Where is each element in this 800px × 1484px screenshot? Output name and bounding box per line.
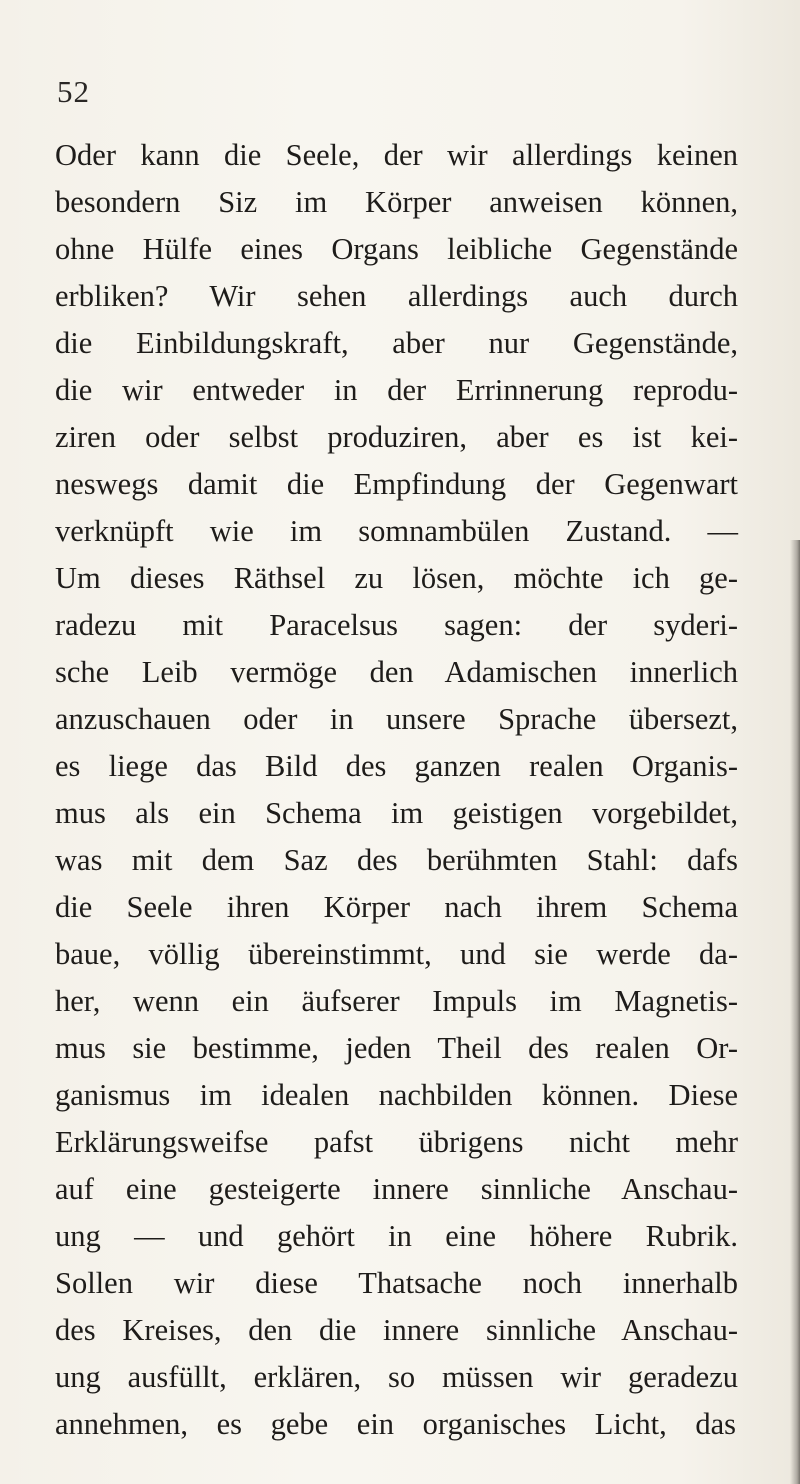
text-line: ohne Hülfe eines Organs leibliche Gegenstände: [55, 232, 738, 266]
text-line: ziren oder selbst produziren, aber es ist kei-: [55, 420, 738, 454]
text-line: erbliken? Wir sehen allerdings auch durch: [55, 279, 738, 313]
text-line: mus sie bestimme, jeden Theil des realen Or-: [55, 1031, 738, 1065]
text-line: auf eine gesteigerte innere sinnliche Anschau-: [55, 1172, 738, 1206]
text-line: Um dieses Räthsel zu lösen, möchte ich ge-: [55, 561, 738, 595]
text-line: her, wenn ein äufserer Impuls im Magnetis-: [55, 984, 738, 1018]
text-line: des Kreises, den die innere sinnliche Anschau-: [55, 1313, 738, 1347]
body-text: [55, 132, 755, 1448]
page-number: 52: [57, 74, 90, 109]
text-line: Sollen wir diese Thatsache noch innerhalb: [55, 1266, 738, 1300]
text-line: ung ausfüllt, erklären, so müssen wir geradezu: [55, 1360, 738, 1394]
text-line: mus als ein Schema im geistigen vorgebildet,: [55, 796, 738, 830]
text-line: die Seele ihren Körper nach ihrem Schema: [55, 890, 738, 924]
text-line: verknüpft wie im somnambülen Zustand. —: [55, 514, 738, 548]
page-edge-shadow: [790, 540, 800, 1484]
text-line: anzuschauen oder in unsere Sprache übersezt,: [55, 702, 738, 736]
text-line: was mit dem Saz des berühmten Stahl: dafs: [55, 843, 738, 877]
text-line: radezu mit Paracelsus sagen: der syderi-: [55, 608, 738, 642]
text-line: Oder kann die Seele, der wir allerdings keinen: [55, 138, 738, 172]
text-line: baue, völlig übereinstimmt, und sie werde da-: [55, 937, 738, 971]
text-line: Erklärungsweifse pafst übrigens nicht mehr: [55, 1125, 738, 1159]
text-line: ung — und gehört in eine höhere Rubrik.: [55, 1219, 738, 1253]
text-line: die wir entweder in der Errinnerung reprodu-: [55, 373, 738, 407]
text-line: die Einbildungskraft, aber nur Gegenstände,: [55, 326, 738, 360]
text-line: besondern Siz im Körper anweisen können,: [55, 185, 738, 219]
text-line: es liege das Bild des ganzen realen Organis-: [55, 749, 738, 783]
text-line: sche Leib vermöge den Adamischen innerlich: [55, 655, 738, 689]
text-line: neswegs damit die Empfindung der Gegenwart: [55, 467, 738, 501]
text-line: annehmen, es gebe ein organisches Licht, das: [55, 1407, 736, 1441]
text-line: ganismus im idealen nachbilden können. Diese: [55, 1078, 738, 1112]
